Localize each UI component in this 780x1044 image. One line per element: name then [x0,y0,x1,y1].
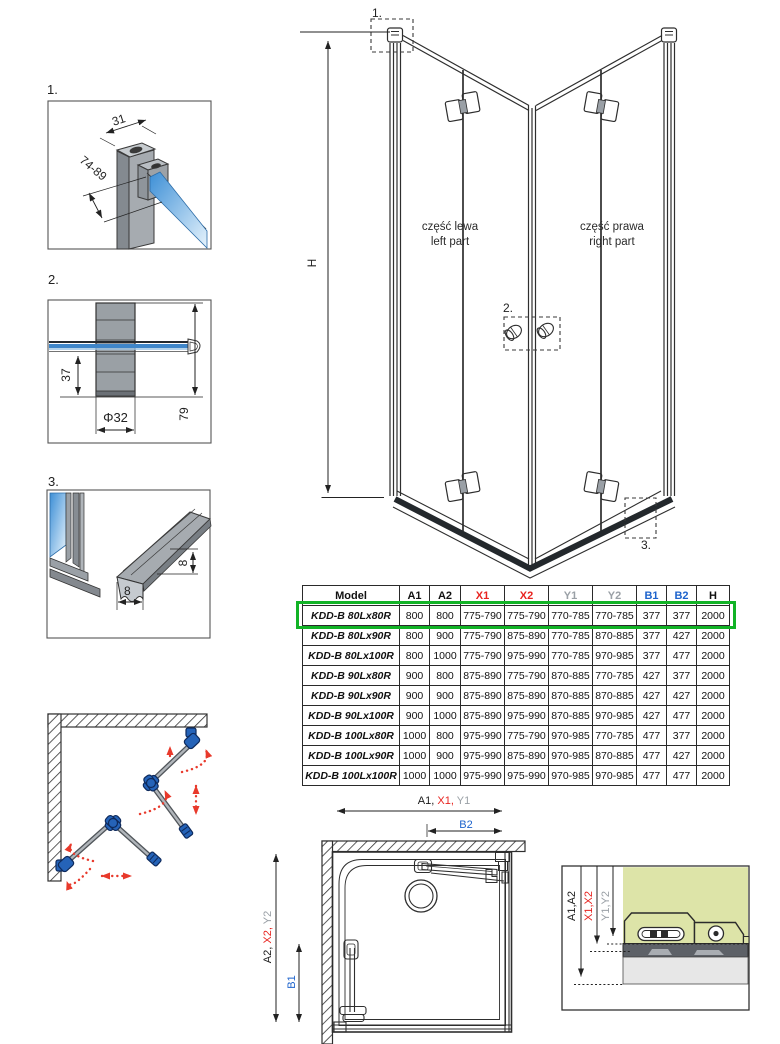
column-header-H: H [697,586,730,606]
table-cell: 2000 [697,626,730,646]
plan-dim-y1: Y1 [456,795,471,807]
table-row [303,726,730,746]
column-header-B2: B2 [667,586,697,606]
table-cell: 870-885 [593,746,637,766]
table-cell: 970-985 [549,726,593,746]
table-cell: 1000 [400,766,430,786]
table-cell: 2000 [697,706,730,726]
table-cell: 770-785 [593,666,637,686]
table-cell: 875-890 [461,706,505,726]
table-cell: 1000 [430,646,461,666]
table-cell: 477 [667,766,697,786]
table-row [303,686,730,706]
table-cell: 800 [430,666,461,686]
table-cell: 900 [430,626,461,646]
motion-arrows [67,747,207,885]
detail-2-label: 2. [48,272,59,287]
table-row [303,606,730,626]
table-cell: 875-890 [461,686,505,706]
model-cell: KDD-B 100Lx100R [303,766,400,786]
plan-dim-left [262,877,274,997]
right-part-label [560,220,664,249]
column-header-B1: B1 [637,586,667,606]
spec-table [302,585,730,786]
table-cell: 870-885 [549,686,593,706]
hinge-top-left [444,91,481,121]
plan-folded-door-top [415,860,505,882]
table-cell: 2000 [697,606,730,626]
table-cell: 427 [637,686,667,706]
table-cell: 377 [637,646,667,666]
detail-2-dim-37: 37 [59,368,73,382]
model-cell: KDD-B 100Lx90R [303,746,400,766]
column-header-X2: X2 [505,586,549,606]
table-cell: 775-790 [461,606,505,626]
table-cell: 970-985 [593,766,637,786]
table-cell: 427 [637,666,667,686]
table-cell: 775-790 [461,646,505,666]
table-cell: 770-785 [549,606,593,626]
table-cell: 900 [400,666,430,686]
table-cell: 870-885 [549,666,593,686]
table-cell: 770-785 [549,626,593,646]
column-header-Model: Model [303,586,400,606]
table-cell: 975-990 [505,646,549,666]
main-callout-3: 3. [641,538,652,552]
section-dim-x: X1,X2 [583,891,595,921]
table-cell: 870-885 [593,686,637,706]
model-cell: KDD-B 80Lx90R [303,626,400,646]
table-row [303,766,730,786]
main-diagram [300,19,677,578]
table-cell: 870-885 [549,706,593,726]
hinge-bottom-right [583,471,620,501]
model-cell: KDD-B 80Lx100R [303,646,400,666]
section-dim-a: A1,A2 [566,891,578,921]
table-cell: 427 [637,706,667,726]
table-cell: 800 [400,626,430,646]
table-cell: 477 [637,766,667,786]
table-cell: 900 [400,706,430,726]
right-part-en: right part [589,235,635,248]
table-cell: 800 [400,606,430,626]
table-cell: 875-890 [505,686,549,706]
table-cell: 377 [637,626,667,646]
table-cell: 775-790 [461,626,505,646]
detail-1-label: 1. [47,82,58,97]
plan-dim-b2: B2 [459,819,473,831]
section-dim-y: Y1,Y2 [600,891,612,921]
table-cell: 775-790 [505,666,549,686]
column-header-A1: A1 [400,586,430,606]
detail-3-label: 3. [48,474,59,489]
table-cell: 477 [637,746,667,766]
detail-1-dim-31: 31 [110,111,128,129]
table-cell: 2000 [697,746,730,766]
table-cell: 975-990 [461,766,505,786]
left-part-en: left part [430,235,470,248]
table-cell: 427 [667,626,697,646]
table-cell: 2000 [697,726,730,746]
main-callout-1: 1. [372,6,383,20]
table-cell: 970-985 [549,766,593,786]
table-row [303,666,730,686]
table-cell: 875-890 [505,626,549,646]
table-cell: 770-785 [549,646,593,666]
table-cell: 770-785 [593,606,637,626]
plan-dim-x1: X1, [437,795,454,807]
plan-dim-a2: A2, [262,946,274,964]
table-cell: 870-885 [593,626,637,646]
table-cell: 2000 [697,686,730,706]
table-cell: 2000 [697,646,730,666]
table-cell: 875-890 [505,746,549,766]
table-cell: 975-990 [505,766,549,786]
table-cell: 800 [430,726,461,746]
table-cell: 427 [667,686,697,706]
plan-dim-top [378,795,510,807]
table-cell: 477 [667,706,697,726]
table-cell: 1000 [400,726,430,746]
plan-dim-y2: Y2 [262,910,274,925]
left-part-label [398,220,502,249]
detail-3-dim-w: 8 [124,584,131,598]
table-cell: 970-985 [549,746,593,766]
column-header-Y1: Y1 [549,586,593,606]
table-cell: 970-985 [593,646,637,666]
hinge-top-right [583,91,620,121]
model-cell: KDD-B 90Lx100R [303,706,400,726]
main-callout-2: 2. [503,301,514,315]
plan-dim-a1: A1, [417,795,435,807]
table-cell: 775-790 [505,606,549,626]
detail-1-drawing [48,101,211,249]
table-cell: 1000 [400,746,430,766]
table-row [303,626,730,646]
model-cell: KDD-B 90Lx90R [303,686,400,706]
table-cell: 800 [400,646,430,666]
detail-1-dim-74-89: 74-89 [77,153,110,184]
right-part-pl: część prawa [580,221,644,233]
detail-2-dim-diameter: Φ32 [103,410,128,425]
table-cell: 900 [400,686,430,706]
table-cell: 775-790 [505,726,549,746]
table-row [303,646,730,666]
table-cell: 975-990 [461,746,505,766]
table-cell: 377 [667,606,697,626]
plan-dim-x2: X2, [262,927,274,944]
table-cell: 477 [667,646,697,666]
table-cell: 1000 [430,766,461,786]
table-cell: 377 [637,606,667,626]
model-cell: KDD-B 90Lx80R [303,666,400,686]
table-row [303,706,730,726]
column-header-A2: A2 [430,586,461,606]
table-cell: 1000 [430,706,461,726]
table-cell: 900 [430,686,461,706]
table-cell: 770-785 [593,726,637,746]
table-header-row [303,586,730,606]
table-cell: 970-985 [593,706,637,726]
hinge-bottom-left [444,471,481,501]
detail-2-dim-79: 79 [177,407,191,421]
knob-handles [503,320,556,341]
main-height-label: H [305,258,319,268]
drain-circle [405,880,437,912]
table-cell: 2000 [697,766,730,786]
table-row [303,746,730,766]
column-header-X1: X1 [461,586,505,606]
table-cell: 975-990 [461,726,505,746]
plan-view [276,811,525,1044]
table-cell: 900 [430,746,461,766]
plan-dim-b1: B1 [286,975,298,989]
table-cell: 875-890 [461,666,505,686]
folding-diagram [48,714,207,885]
table-cell: 427 [667,746,697,766]
column-header-Y2: Y2 [593,586,637,606]
table-cell: 377 [667,666,697,686]
model-cell: KDD-B 100Lx80R [303,726,400,746]
table-cell: 800 [430,606,461,626]
table-cell: 975-990 [505,706,549,726]
model-cell: KDD-B 80Lx80R [303,606,400,626]
table-cell: 477 [637,726,667,746]
table-cell: 2000 [697,666,730,686]
table-cell: 377 [667,726,697,746]
left-part-pl: część lewa [421,221,479,233]
detail-3-dim-h: 8 [176,559,190,567]
